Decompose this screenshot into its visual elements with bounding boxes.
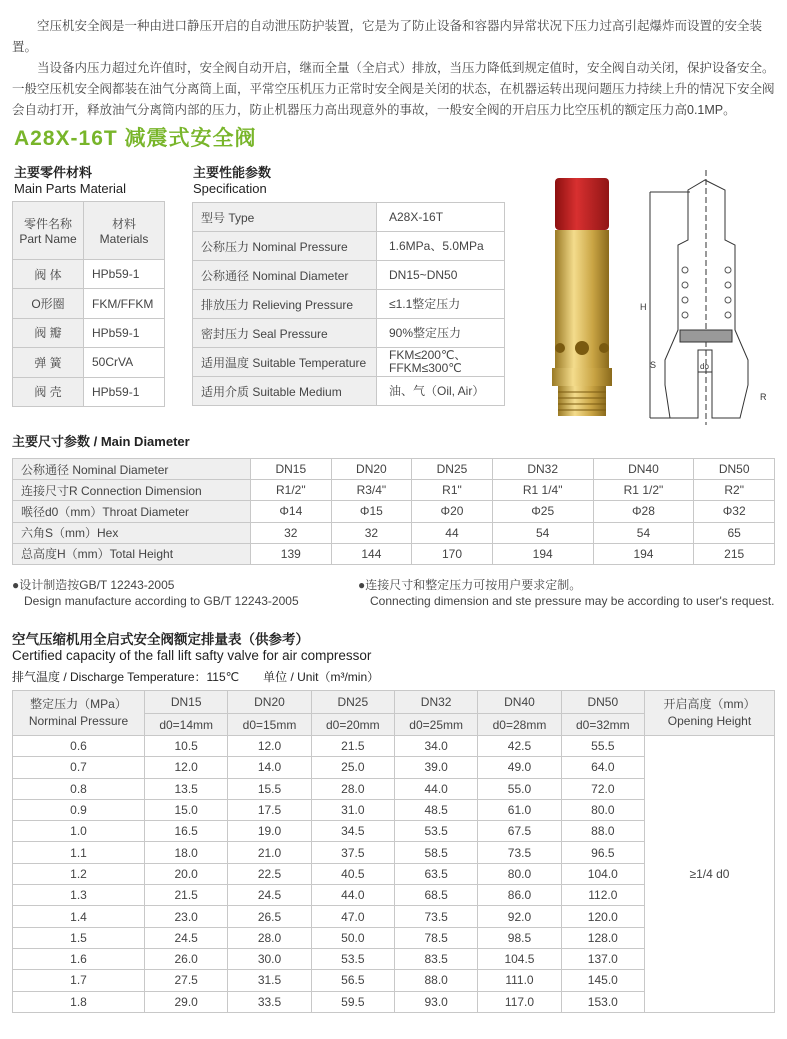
capacity-value: 23.0 (145, 906, 228, 927)
product-title: A28X-16T 减震式安全阀 (14, 127, 257, 150)
spec-value: ≤1.1整定压力 (377, 290, 505, 319)
capacity-value: 48.5 (394, 799, 477, 820)
label-h: H (640, 302, 647, 312)
capacity-value: 21.0 (228, 842, 311, 863)
spec-label: 排放压力 Relieving Pressure (193, 290, 377, 319)
capacity-value: 53.5 (394, 821, 477, 842)
diameter-value: R3/4" (331, 480, 412, 501)
pressure-value: 0.9 (13, 799, 145, 820)
pressure-value: 1.7 (13, 970, 145, 991)
header-dn: DN40 (478, 691, 561, 714)
capacity-value: 88.0 (394, 970, 477, 991)
diameter-label: 连接尺寸R Connection Dimension (13, 480, 251, 501)
header-pressure: 整定压力（MPa） Norminal Pressure (13, 691, 145, 736)
capacity-value: 58.5 (394, 842, 477, 863)
capacity-value: 80.0 (561, 799, 644, 820)
diameter-value: 65 (694, 522, 775, 543)
capacity-value: 153.0 (561, 991, 644, 1012)
diameter-value: 32 (331, 522, 412, 543)
capacity-value: 120.0 (561, 906, 644, 927)
capacity-value: 27.5 (145, 970, 228, 991)
diameter-value: R1" (412, 480, 493, 501)
parts-table (12, 201, 165, 407)
table-row (193, 377, 505, 406)
capacity-value: 55.0 (478, 778, 561, 799)
capacity-value: 33.5 (228, 991, 311, 1012)
diameter-value: 32 (251, 522, 332, 543)
spec-table (192, 202, 505, 406)
header-opening-height: 开启高度（mm） Opening Height (645, 691, 775, 736)
capacity-value: 17.5 (228, 799, 311, 820)
diameter-value: Φ20 (412, 501, 493, 522)
diameter-value: Φ14 (251, 501, 332, 522)
diameter-value: 144 (331, 543, 412, 564)
diameter-value: DN40 (593, 459, 694, 480)
part-material: FKM/FFKM (84, 289, 165, 318)
diameter-value: DN20 (331, 459, 412, 480)
capacity-value: 20.0 (145, 863, 228, 884)
spec-value: 油、气（Oil, Air） (377, 377, 505, 406)
spec-label: 密封压力 Seal Pressure (193, 319, 377, 348)
pressure-value: 1.2 (13, 863, 145, 884)
header-d0: d0=28mm (478, 714, 561, 736)
capacity-value: 55.5 (561, 736, 644, 757)
capacity-value: 37.5 (311, 842, 394, 863)
pressure-value: 1.8 (13, 991, 145, 1012)
table-row (193, 232, 505, 261)
spec-label: 公称通径 Nominal Diameter (193, 261, 377, 290)
intro-paragraph-2: 当设备内压力超过允许值时，安全阀自动开启，继而全量（全启式）排放，当压力降低到规定值时，安全阀自动关闭，保护设备安全。一般空压机安全阀都装在油气分离筒上面，平常空压机压力正常时安全阀是关闭的状态，在机器运转出现问题压力持续上升的情况下安全阀会自动打开，释放油气分离筒内部的压力，防止机器压力高出现意外的事故，一般安全阀的开启压力比空压机的额定压力高0.1MP。 (12, 61, 775, 117)
pressure-value: 1.1 (13, 842, 145, 863)
capacity-value: 25.0 (311, 757, 394, 778)
note-custom-en: Connecting dimension and ste pressure may be according to user's request. (370, 594, 775, 608)
part-name: 阀 壳 (13, 377, 84, 406)
table-row (13, 543, 775, 564)
valve-photo (552, 178, 622, 418)
intro-text (12, 16, 777, 121)
parts-title-en: Main Parts Material (14, 181, 126, 196)
note-custom (358, 577, 775, 609)
pressure-value: 1.4 (13, 906, 145, 927)
capacity-value: 40.5 (311, 863, 394, 884)
header-dn: DN15 (145, 691, 228, 714)
capacity-value: 21.5 (311, 736, 394, 757)
capacity-heading (12, 632, 379, 685)
label-r: R (760, 392, 767, 402)
capacity-value: 73.5 (478, 842, 561, 863)
diameter-value: R1 1/2" (593, 480, 694, 501)
spec-title-en: Specification (193, 181, 267, 196)
capacity-value: 68.5 (394, 885, 477, 906)
capacity-value: 24.5 (145, 927, 228, 948)
note-custom-cn: ●连接尺寸和整定压力可按用户要求定制。 (358, 578, 582, 592)
part-material: HPb59-1 (84, 318, 165, 347)
capacity-value: 19.0 (228, 821, 311, 842)
pressure-value: 0.7 (13, 757, 145, 778)
capacity-value: 145.0 (561, 970, 644, 991)
header-d0: d0=15mm (228, 714, 311, 736)
capacity-title-en: Certified capacity of the fall lift safty valve for air compressor (12, 648, 372, 663)
table-row (13, 501, 775, 522)
pressure-value: 1.5 (13, 927, 145, 948)
header-dn: DN25 (311, 691, 394, 714)
capacity-value: 24.5 (228, 885, 311, 906)
capacity-value: 88.0 (561, 821, 644, 842)
part-name: 阀 体 (13, 260, 84, 289)
table-row (13, 289, 165, 318)
header-d0: d0=20mm (311, 714, 394, 736)
capacity-value: 72.0 (561, 778, 644, 799)
capacity-value: 15.5 (228, 778, 311, 799)
capacity-value: 13.5 (145, 778, 228, 799)
capacity-value: 67.5 (478, 821, 561, 842)
capacity-value: 53.5 (311, 948, 394, 969)
table-row (193, 290, 505, 319)
diameter-value: 44 (412, 522, 493, 543)
capacity-value: 104.0 (561, 863, 644, 884)
note-standard (12, 577, 299, 609)
pressure-value: 0.6 (13, 736, 145, 757)
table-row (13, 260, 165, 289)
header-d0: d0=25mm (394, 714, 477, 736)
diameter-value: Φ28 (593, 501, 694, 522)
capacity-value: 30.0 (228, 948, 311, 969)
capacity-value: 34.5 (311, 821, 394, 842)
spec-value: FKM≤200℃、 FFKM≤300℃ (377, 348, 505, 377)
table-header-row (13, 691, 775, 714)
diameter-table (12, 458, 775, 565)
table-row (13, 377, 165, 406)
note-standard-en: Design manufacture according to GB/T 12243-2005 (24, 594, 299, 608)
note-standard-cn: ●设计制造按GB/T 12243-2005 (12, 578, 175, 592)
part-name: 弹 簧 (13, 348, 84, 377)
capacity-value: 96.5 (561, 842, 644, 863)
capacity-value: 104.5 (478, 948, 561, 969)
capacity-value: 93.0 (394, 991, 477, 1012)
capacity-value: 26.5 (228, 906, 311, 927)
diameter-value: 194 (492, 543, 593, 564)
part-material: HPb59-1 (84, 377, 165, 406)
header-materials: 材料 Materials (84, 202, 165, 260)
diameter-label: 公称通径 Nominal Diameter (13, 459, 251, 480)
capacity-title-cn: 空气压缩机用全启式安全阀额定排量表（供参考） (12, 632, 309, 647)
capacity-value: 80.0 (478, 863, 561, 884)
capacity-value: 86.0 (478, 885, 561, 906)
intro-paragraph-1: 空压机安全阀是一种由进口静压开启的自动泄压防护装置，它是为了防止设备和容器内异常状况下压力过高引起爆炸而设置的安全装置。 (12, 19, 763, 54)
capacity-value: 112.0 (561, 885, 644, 906)
spec-label: 适用温度 Suitable Temperature (193, 348, 377, 377)
parts-title-cn: 主要零件材料 (14, 165, 93, 180)
diameter-label: 喉径d0（mm）Throat Diameter (13, 501, 251, 522)
pressure-value: 0.8 (13, 778, 145, 799)
capacity-value: 22.5 (228, 863, 311, 884)
pressure-value: 1.3 (13, 885, 145, 906)
diameter-value: DN25 (412, 459, 493, 480)
table-header-row (13, 202, 165, 260)
table-row (13, 459, 775, 480)
capacity-value: 63.5 (394, 863, 477, 884)
diameter-value: R1/2" (251, 480, 332, 501)
capacity-value: 42.5 (478, 736, 561, 757)
part-name: 阀 瓣 (13, 318, 84, 347)
capacity-conditions: 排气温度 / Discharge Temperature：115℃ 单位 / Unit（m³/min） (12, 670, 380, 684)
part-name: O形圈 (13, 289, 84, 318)
capacity-value: 31.5 (228, 970, 311, 991)
capacity-value: 59.5 (311, 991, 394, 1012)
table-row (13, 318, 165, 347)
diameter-value: R2" (694, 480, 775, 501)
table-row (193, 203, 505, 232)
spec-label: 适用介质 Suitable Medium (193, 377, 377, 406)
diameter-value: 139 (251, 543, 332, 564)
capacity-value: 31.0 (311, 799, 394, 820)
pressure-value: 1.6 (13, 948, 145, 969)
diameter-value: 170 (412, 543, 493, 564)
label-do: do (700, 362, 709, 371)
header-dn: DN50 (561, 691, 644, 714)
capacity-value: 15.0 (145, 799, 228, 820)
capacity-value: 64.0 (561, 757, 644, 778)
spec-value: 90%整定压力 (377, 319, 505, 348)
header-dn: DN32 (394, 691, 477, 714)
diameter-value: DN15 (251, 459, 332, 480)
capacity-value: 26.0 (145, 948, 228, 969)
label-s: S (650, 360, 657, 370)
capacity-table (12, 690, 775, 1013)
diameter-value: 215 (694, 543, 775, 564)
spec-title-cn: 主要性能参数 (193, 165, 272, 180)
diameter-value: DN50 (694, 459, 775, 480)
spec-value: DN15~DN50 (377, 261, 505, 290)
capacity-value: 137.0 (561, 948, 644, 969)
capacity-value: 49.0 (478, 757, 561, 778)
opening-height-value: ≥1/4 d0 (645, 736, 775, 1013)
capacity-value: 14.0 (228, 757, 311, 778)
table-row (193, 348, 505, 377)
diameter-value: DN32 (492, 459, 593, 480)
part-material: HPb59-1 (84, 260, 165, 289)
capacity-value: 61.0 (478, 799, 561, 820)
capacity-value: 34.0 (394, 736, 477, 757)
spec-label: 型号 Type (193, 203, 377, 232)
capacity-value: 28.0 (228, 927, 311, 948)
capacity-value: 12.0 (228, 736, 311, 757)
capacity-value: 92.0 (478, 906, 561, 927)
capacity-value: 12.0 (145, 757, 228, 778)
capacity-value: 98.5 (478, 927, 561, 948)
diameter-title: 主要尺寸参数 / Main Diameter (12, 434, 190, 449)
header-d0: d0=32mm (561, 714, 644, 736)
header-d0: d0=14mm (145, 714, 228, 736)
diameter-value: Φ25 (492, 501, 593, 522)
diameter-label: 六角S（mm）Hex (13, 522, 251, 543)
capacity-value: 44.0 (394, 778, 477, 799)
diameter-value: Φ15 (331, 501, 412, 522)
header-part-name: 零件名称 Part Name (13, 202, 84, 260)
diameter-value: R1 1/4" (492, 480, 593, 501)
header-dn: DN20 (228, 691, 311, 714)
capacity-value: 47.0 (311, 906, 394, 927)
diameter-value: 54 (593, 522, 694, 543)
spec-value: 1.6MPa、5.0MPa (377, 232, 505, 261)
spec-label: 公称压力 Nominal Pressure (193, 232, 377, 261)
capacity-value: 111.0 (478, 970, 561, 991)
pressure-value: 1.0 (13, 821, 145, 842)
valve-section-drawing (640, 160, 780, 430)
capacity-value: 28.0 (311, 778, 394, 799)
table-row (13, 522, 775, 543)
capacity-value: 56.5 (311, 970, 394, 991)
capacity-value: 117.0 (478, 991, 561, 1012)
capacity-value: 21.5 (145, 885, 228, 906)
capacity-value: 128.0 (561, 927, 644, 948)
diameter-value: Φ32 (694, 501, 775, 522)
capacity-value: 78.5 (394, 927, 477, 948)
capacity-value: 50.0 (311, 927, 394, 948)
table-row (193, 319, 505, 348)
diameter-label: 总高度H（mm）Total Height (13, 543, 251, 564)
table-row (13, 736, 775, 757)
table-row (193, 261, 505, 290)
table-row (13, 348, 165, 377)
capacity-value: 18.0 (145, 842, 228, 863)
capacity-value: 73.5 (394, 906, 477, 927)
capacity-value: 39.0 (394, 757, 477, 778)
table-row (13, 480, 775, 501)
capacity-value: 44.0 (311, 885, 394, 906)
capacity-value: 83.5 (394, 948, 477, 969)
diameter-value: 194 (593, 543, 694, 564)
capacity-value: 16.5 (145, 821, 228, 842)
capacity-value: 10.5 (145, 736, 228, 757)
part-material: 50CrVA (84, 348, 165, 377)
spec-value: A28X-16T (377, 203, 505, 232)
spec-heading (193, 165, 271, 197)
capacity-value: 29.0 (145, 991, 228, 1012)
parts-heading (14, 165, 126, 197)
diameter-value: 54 (492, 522, 593, 543)
